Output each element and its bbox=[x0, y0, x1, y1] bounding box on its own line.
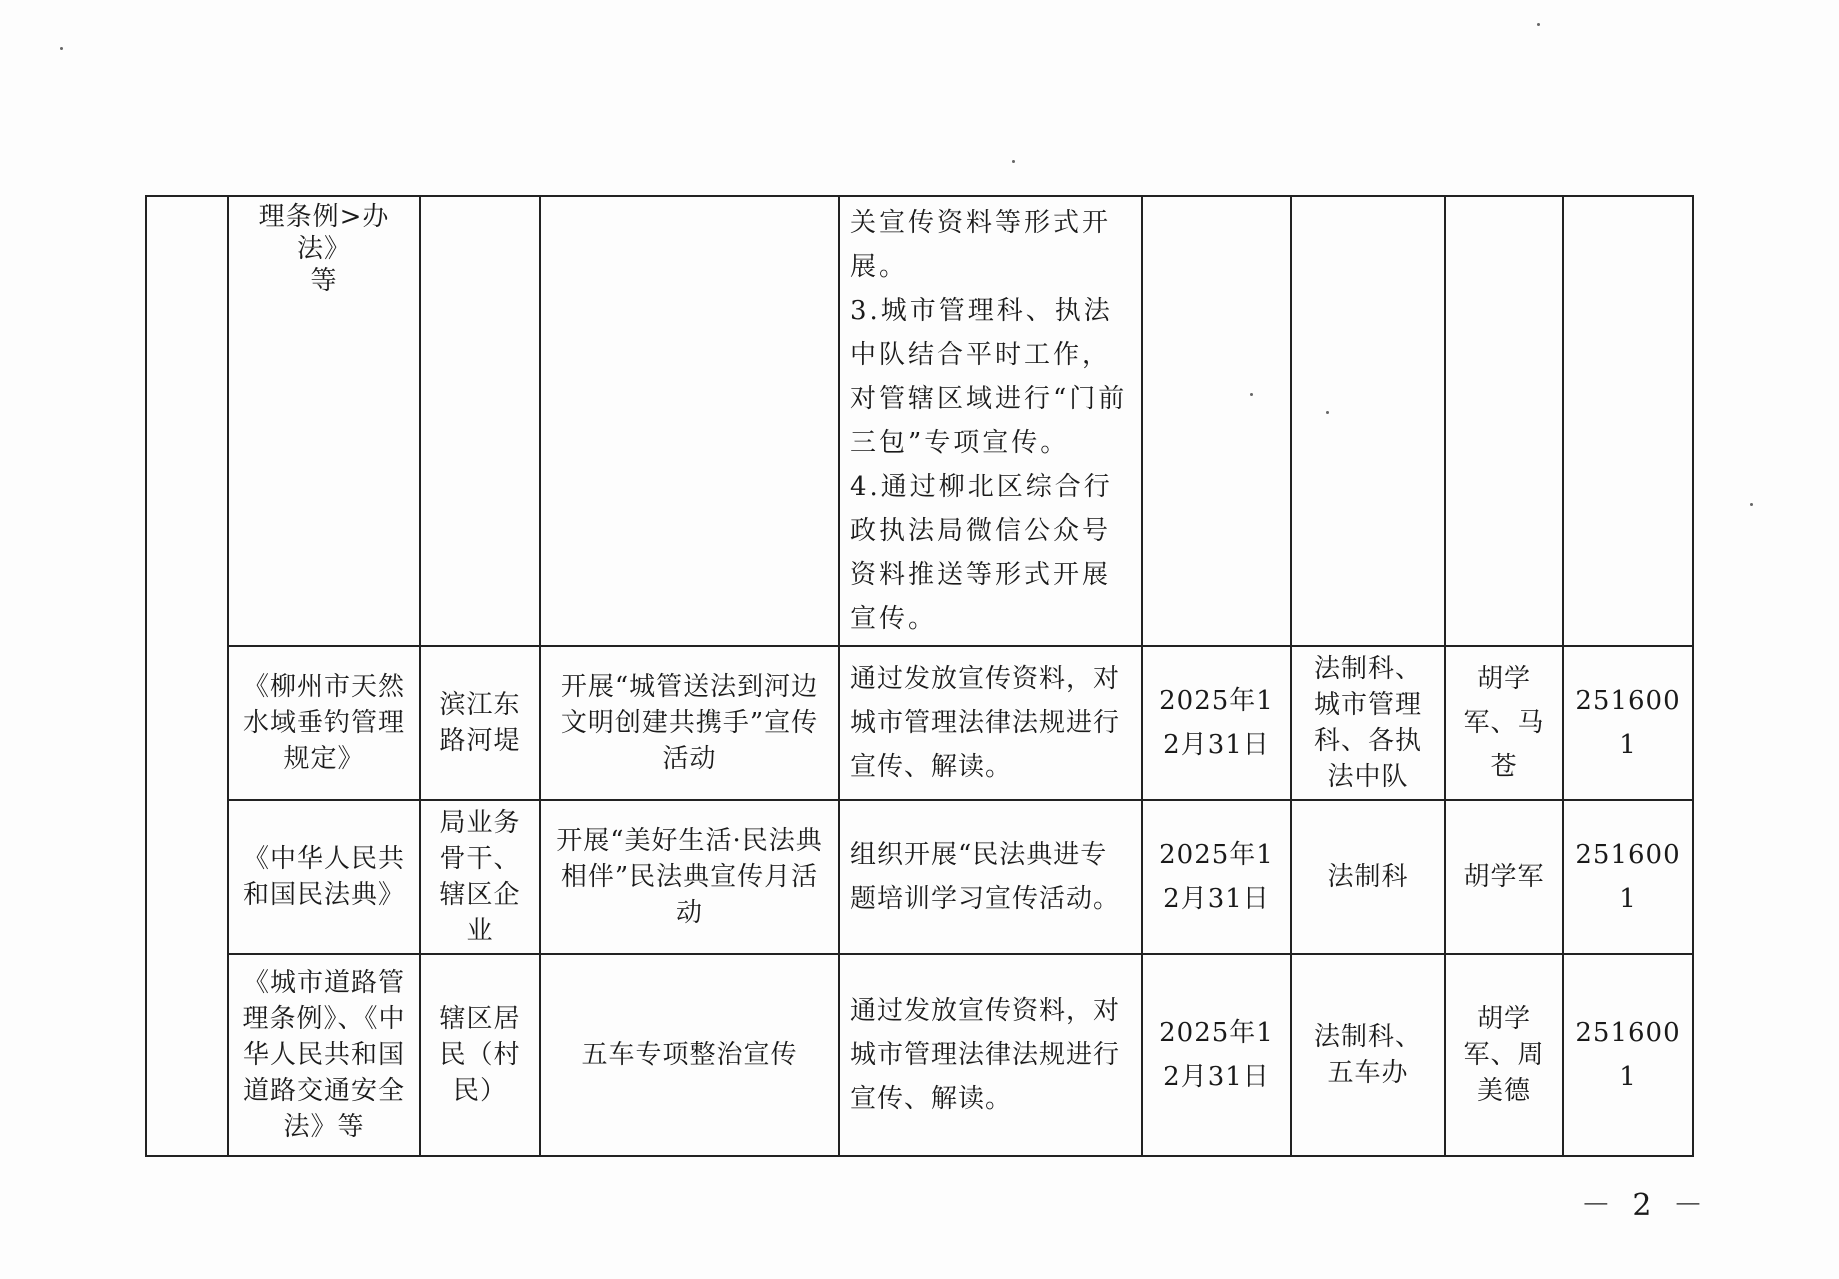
dept-cell: 法制科 bbox=[1291, 800, 1445, 954]
method-paragraph: 4.通过柳北区综合行政执法局微信公众号资料推送等形式开展宣传。 bbox=[850, 472, 1113, 634]
law-cell bbox=[228, 646, 420, 800]
method-cell bbox=[839, 646, 1142, 800]
merged-category-cell bbox=[146, 196, 228, 1156]
method-cell bbox=[839, 954, 1142, 1156]
target-cell: 辖区居民（村民） bbox=[420, 954, 540, 1156]
law-text-line: 《城市道路管理条例》、《中华人民共和国道路交通安全法》等 bbox=[242, 968, 406, 1142]
method-paragraph: 通过发放宣传资料，对城市管理法律法规进行宣传、解读。 bbox=[850, 664, 1121, 782]
table-row bbox=[146, 646, 1693, 800]
scan-speck bbox=[1537, 23, 1540, 26]
activity-cell bbox=[540, 196, 839, 646]
publicity-plan-table bbox=[145, 195, 1694, 1157]
scan-speck bbox=[1750, 503, 1753, 506]
dept-cell: 法制科、五车办 bbox=[1291, 954, 1445, 1156]
law-text-line: 理条例>办法》 bbox=[258, 202, 390, 264]
scan-speck bbox=[60, 47, 63, 50]
page-number: － 2 － bbox=[1580, 1188, 1709, 1223]
deadline-cell: 2025年12月31日 bbox=[1142, 800, 1291, 954]
method-cell bbox=[839, 196, 1142, 646]
method-paragraph: 3.城市管理科、执法中队结合平时工作，对管辖区域进行“门前三包”专项宣传。 bbox=[850, 296, 1128, 458]
deadline-cell bbox=[1142, 196, 1291, 646]
method-cell bbox=[839, 800, 1142, 954]
table-row bbox=[146, 196, 1693, 646]
phone-cell bbox=[1563, 196, 1693, 646]
table-row bbox=[146, 800, 1693, 954]
method-paragraph: 组织开展“民法典进专题培训学习宣传活动。 bbox=[850, 840, 1121, 914]
deadline-cell: 2025年12月31日 bbox=[1142, 646, 1291, 800]
law-cell bbox=[228, 954, 420, 1156]
person-cell: 胡学军 bbox=[1445, 800, 1563, 954]
activity-cell: 开展“美好生活·民法典相伴”民法典宣传月活动 bbox=[540, 800, 839, 954]
activity-cell: 五车专项整治宣传 bbox=[540, 954, 839, 1156]
activity-cell: 开展“城管送法到河边文明创建共携手”宣传活动 bbox=[540, 646, 839, 800]
dept-cell bbox=[1291, 196, 1445, 646]
law-text-line: 等 bbox=[310, 266, 338, 296]
target-cell: 局业务骨干、辖区企业 bbox=[420, 800, 540, 954]
dept-cell: 法制科、城市管理科、各执法中队 bbox=[1291, 646, 1445, 800]
law-text-line: 《柳州市天然水域垂钓管理规定》 bbox=[242, 672, 405, 774]
person-cell: 胡学军、周美德 bbox=[1445, 954, 1563, 1156]
person-cell bbox=[1445, 196, 1563, 646]
phone-cell: 2516001 bbox=[1563, 646, 1693, 800]
table-row bbox=[146, 954, 1693, 1156]
phone-cell: 2516001 bbox=[1563, 800, 1693, 954]
target-cell: 滨江东路河堤 bbox=[420, 646, 540, 800]
method-paragraph: 通过发放宣传资料，对城市管理法律法规进行宣传、解读。 bbox=[850, 996, 1121, 1114]
scan-speck bbox=[1012, 160, 1015, 163]
law-text-line: 《中华人民共和国民法典》 bbox=[242, 844, 405, 910]
person-cell: 胡学军、马苍 bbox=[1445, 646, 1563, 800]
deadline-cell: 2025年12月31日 bbox=[1142, 954, 1291, 1156]
law-cell bbox=[228, 196, 420, 646]
method-paragraph: 关宣传资料等形式开展。 bbox=[850, 208, 1112, 282]
phone-cell: 2516001 bbox=[1563, 954, 1693, 1156]
target-cell bbox=[420, 196, 540, 646]
law-cell bbox=[228, 800, 420, 954]
